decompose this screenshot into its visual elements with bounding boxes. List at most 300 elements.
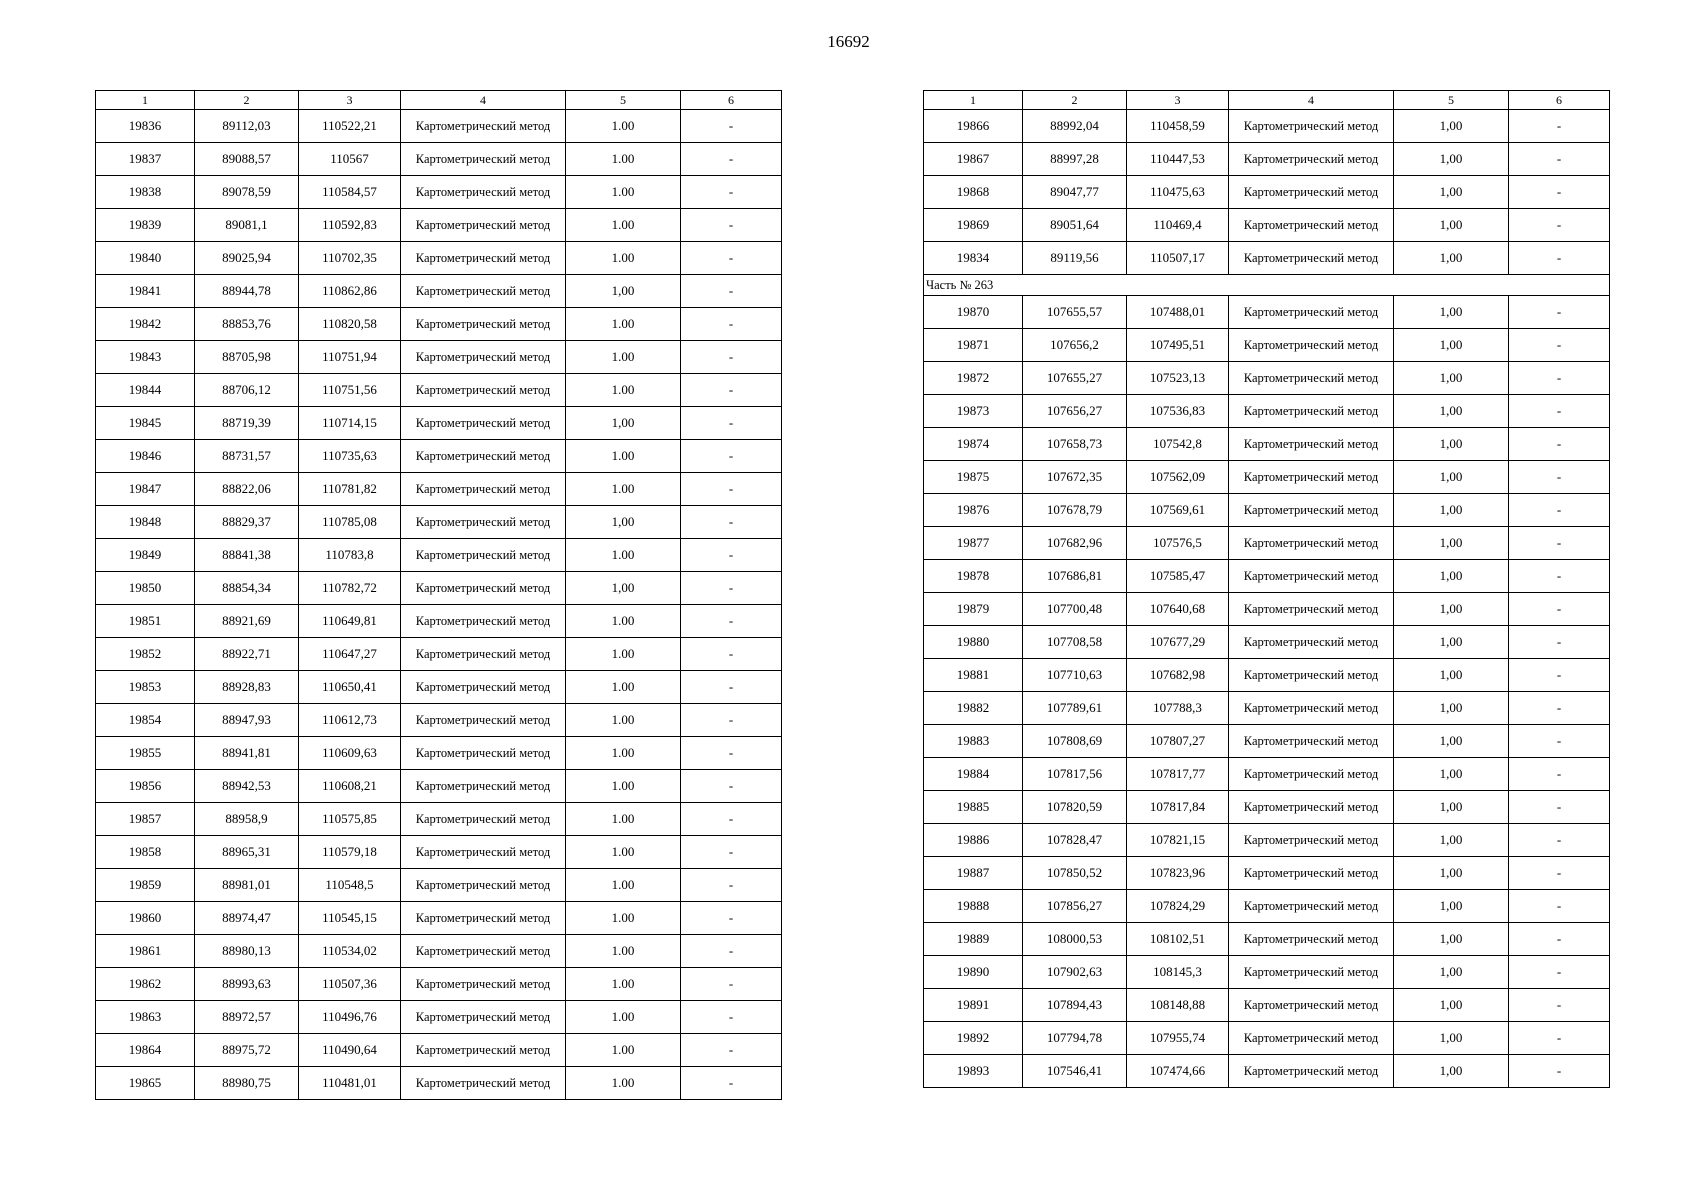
accuracy-cell: 1,00	[1394, 890, 1509, 923]
table-header-row	[924, 91, 1610, 110]
method-cell: Картометрический метод	[1229, 1055, 1394, 1088]
note-cell: -	[1509, 989, 1610, 1022]
column-header: 2	[195, 91, 299, 110]
table-row	[924, 1055, 1610, 1088]
x-coordinate-cell: 88705,98	[195, 341, 299, 374]
point-number-cell: 19866	[924, 110, 1023, 143]
column-header: 6	[681, 91, 782, 110]
point-number-cell: 19877	[924, 527, 1023, 560]
method-cell: Картометрический метод	[1229, 824, 1394, 857]
x-coordinate-cell: 107656,27	[1023, 395, 1127, 428]
note-cell: -	[1509, 758, 1610, 791]
point-number-cell: 19873	[924, 395, 1023, 428]
method-cell: Картометрический метод	[401, 737, 566, 770]
method-cell: Картометрический метод	[1229, 692, 1394, 725]
x-coordinate-cell: 88974,47	[195, 902, 299, 935]
point-number-cell: 19847	[96, 473, 195, 506]
x-coordinate-cell: 88997,28	[1023, 143, 1127, 176]
x-coordinate-cell: 88719,39	[195, 407, 299, 440]
note-cell: -	[681, 341, 782, 374]
method-cell: Картометрический метод	[1229, 428, 1394, 461]
column-header: 6	[1509, 91, 1610, 110]
point-number-cell: 19863	[96, 1001, 195, 1034]
method-cell: Картометрический метод	[401, 968, 566, 1001]
accuracy-cell: 1.00	[566, 341, 681, 374]
method-cell: Картометрический метод	[401, 869, 566, 902]
table-row	[96, 341, 782, 374]
x-coordinate-cell: 107850,52	[1023, 857, 1127, 890]
x-coordinate-cell: 88854,34	[195, 572, 299, 605]
note-cell: -	[681, 704, 782, 737]
point-number-cell: 19870	[924, 296, 1023, 329]
x-coordinate-cell: 89112,03	[195, 110, 299, 143]
note-cell: -	[1509, 692, 1610, 725]
accuracy-cell: 1,00	[1394, 176, 1509, 209]
table-row	[96, 803, 782, 836]
y-coordinate-cell: 110522,21	[299, 110, 401, 143]
note-cell: -	[681, 902, 782, 935]
x-coordinate-cell: 88822,06	[195, 473, 299, 506]
table-row	[924, 362, 1610, 395]
y-coordinate-cell: 110649,81	[299, 605, 401, 638]
note-cell: -	[1509, 1055, 1610, 1088]
table-row	[96, 506, 782, 539]
note-cell: -	[681, 143, 782, 176]
column-header: 5	[566, 91, 681, 110]
table-row	[96, 968, 782, 1001]
y-coordinate-cell: 110496,76	[299, 1001, 401, 1034]
point-number-cell: 19854	[96, 704, 195, 737]
point-number-cell: 19849	[96, 539, 195, 572]
x-coordinate-cell: 88975,72	[195, 1034, 299, 1067]
point-number-cell: 19859	[96, 869, 195, 902]
x-coordinate-cell: 88972,57	[195, 1001, 299, 1034]
column-header: 1	[924, 91, 1023, 110]
y-coordinate-cell: 110785,08	[299, 506, 401, 539]
method-cell: Картометрический метод	[401, 671, 566, 704]
y-coordinate-cell: 110490,64	[299, 1034, 401, 1067]
accuracy-cell: 1,00	[1394, 461, 1509, 494]
table-row	[96, 1001, 782, 1034]
note-cell: -	[681, 1001, 782, 1034]
note-cell: -	[1509, 626, 1610, 659]
x-coordinate-cell: 88965,31	[195, 836, 299, 869]
x-coordinate-cell: 88706,12	[195, 374, 299, 407]
method-cell: Картометрический метод	[1229, 143, 1394, 176]
y-coordinate-cell: 110751,56	[299, 374, 401, 407]
table-row	[96, 539, 782, 572]
note-cell: -	[1509, 824, 1610, 857]
y-coordinate-cell: 110783,8	[299, 539, 401, 572]
accuracy-cell: 1.00	[566, 770, 681, 803]
x-coordinate-cell: 88981,01	[195, 869, 299, 902]
y-coordinate-cell: 110781,82	[299, 473, 401, 506]
table-row	[96, 902, 782, 935]
y-coordinate-cell: 107824,29	[1127, 890, 1229, 923]
note-cell: -	[1509, 923, 1610, 956]
column-header: 1	[96, 91, 195, 110]
x-coordinate-cell: 88947,93	[195, 704, 299, 737]
method-cell: Картометрический метод	[1229, 296, 1394, 329]
method-cell: Картометрический метод	[401, 374, 566, 407]
x-coordinate-cell: 88841,38	[195, 539, 299, 572]
method-cell: Картометрический метод	[401, 539, 566, 572]
accuracy-cell: 1.00	[566, 143, 681, 176]
x-coordinate-cell: 88928,83	[195, 671, 299, 704]
accuracy-cell: 1.00	[566, 242, 681, 275]
method-cell: Картометрический метод	[1229, 758, 1394, 791]
point-number-cell: 19843	[96, 341, 195, 374]
table-row	[924, 857, 1610, 890]
method-cell: Картометрический метод	[401, 407, 566, 440]
note-cell: -	[681, 275, 782, 308]
point-number-cell: 19882	[924, 692, 1023, 725]
accuracy-cell: 1.00	[566, 638, 681, 671]
table-row	[96, 704, 782, 737]
accuracy-cell: 1,00	[1394, 560, 1509, 593]
note-cell: -	[681, 374, 782, 407]
y-coordinate-cell: 108148,88	[1127, 989, 1229, 1022]
note-cell: -	[681, 737, 782, 770]
accuracy-cell: 1,00	[1394, 857, 1509, 890]
coordinates-table-right	[923, 90, 1610, 1088]
x-coordinate-cell: 88921,69	[195, 605, 299, 638]
y-coordinate-cell: 107542,8	[1127, 428, 1229, 461]
method-cell: Картометрический метод	[1229, 560, 1394, 593]
x-coordinate-cell: 89051,64	[1023, 209, 1127, 242]
method-cell: Картометрический метод	[401, 1034, 566, 1067]
note-cell: -	[1509, 857, 1610, 890]
accuracy-cell: 1.00	[566, 1001, 681, 1034]
note-cell: -	[1509, 329, 1610, 362]
column-header: 2	[1023, 91, 1127, 110]
x-coordinate-cell: 88992,04	[1023, 110, 1127, 143]
table-header-row	[96, 91, 782, 110]
accuracy-cell: 1.00	[566, 110, 681, 143]
y-coordinate-cell: 110650,41	[299, 671, 401, 704]
accuracy-cell: 1,00	[1394, 395, 1509, 428]
column-header: 4	[401, 91, 566, 110]
accuracy-cell: 1,00	[1394, 1055, 1509, 1088]
note-cell: -	[681, 440, 782, 473]
method-cell: Картометрический метод	[1229, 593, 1394, 626]
accuracy-cell: 1.00	[566, 902, 681, 935]
accuracy-cell: 1,00	[1394, 362, 1509, 395]
x-coordinate-cell: 88941,81	[195, 737, 299, 770]
y-coordinate-cell: 107955,74	[1127, 1022, 1229, 1055]
accuracy-cell: 1.00	[566, 473, 681, 506]
method-cell: Картометрический метод	[1229, 362, 1394, 395]
note-cell: -	[1509, 1022, 1610, 1055]
table-row	[924, 329, 1610, 362]
accuracy-cell: 1,00	[566, 407, 681, 440]
method-cell: Картометрический метод	[401, 902, 566, 935]
x-coordinate-cell: 107655,27	[1023, 362, 1127, 395]
x-coordinate-cell: 88922,71	[195, 638, 299, 671]
accuracy-cell: 1,00	[1394, 1022, 1509, 1055]
table-row	[924, 923, 1610, 956]
section-label: Часть № 263	[924, 275, 1610, 296]
y-coordinate-cell: 110751,94	[299, 341, 401, 374]
point-number-cell: 19841	[96, 275, 195, 308]
table-row	[96, 737, 782, 770]
method-cell: Картометрический метод	[1229, 110, 1394, 143]
y-coordinate-cell: 110507,17	[1127, 242, 1229, 275]
point-number-cell: 19885	[924, 791, 1023, 824]
table-row	[96, 1067, 782, 1100]
method-cell: Картометрический метод	[401, 308, 566, 341]
y-coordinate-cell: 107495,51	[1127, 329, 1229, 362]
note-cell: -	[1509, 494, 1610, 527]
y-coordinate-cell: 110609,63	[299, 737, 401, 770]
y-coordinate-cell: 107536,83	[1127, 395, 1229, 428]
point-number-cell: 19875	[924, 461, 1023, 494]
y-coordinate-cell: 107523,13	[1127, 362, 1229, 395]
y-coordinate-cell: 110545,15	[299, 902, 401, 935]
note-cell: -	[1509, 956, 1610, 989]
x-coordinate-cell: 107828,47	[1023, 824, 1127, 857]
point-number-cell: 19883	[924, 725, 1023, 758]
x-coordinate-cell: 107655,57	[1023, 296, 1127, 329]
column-header: 4	[1229, 91, 1394, 110]
y-coordinate-cell: 107788,3	[1127, 692, 1229, 725]
point-number-cell: 19842	[96, 308, 195, 341]
method-cell: Картометрический метод	[1229, 989, 1394, 1022]
y-coordinate-cell: 107640,68	[1127, 593, 1229, 626]
method-cell: Картометрический метод	[401, 704, 566, 737]
method-cell: Картометрический метод	[401, 242, 566, 275]
method-cell: Картометрический метод	[1229, 494, 1394, 527]
table-row	[96, 1034, 782, 1067]
method-cell: Картометрический метод	[401, 935, 566, 968]
y-coordinate-cell: 110608,21	[299, 770, 401, 803]
x-coordinate-cell: 107894,43	[1023, 989, 1127, 1022]
point-number-cell: 19865	[96, 1067, 195, 1100]
table-row	[924, 626, 1610, 659]
accuracy-cell: 1,00	[1394, 791, 1509, 824]
table-row	[96, 308, 782, 341]
accuracy-cell: 1.00	[566, 1034, 681, 1067]
x-coordinate-cell: 107672,35	[1023, 461, 1127, 494]
accuracy-cell: 1,00	[1394, 527, 1509, 560]
accuracy-cell: 1.00	[566, 374, 681, 407]
table-row	[924, 725, 1610, 758]
table-row	[96, 770, 782, 803]
accuracy-cell: 1,00	[1394, 110, 1509, 143]
table-row	[96, 407, 782, 440]
point-number-cell: 19837	[96, 143, 195, 176]
y-coordinate-cell: 110862,86	[299, 275, 401, 308]
point-number-cell: 19878	[924, 560, 1023, 593]
y-coordinate-cell: 107817,77	[1127, 758, 1229, 791]
x-coordinate-cell: 107710,63	[1023, 659, 1127, 692]
note-cell: -	[1509, 890, 1610, 923]
method-cell: Картометрический метод	[401, 572, 566, 605]
accuracy-cell: 1.00	[566, 308, 681, 341]
table-row	[96, 572, 782, 605]
note-cell: -	[681, 803, 782, 836]
accuracy-cell: 1,00	[566, 506, 681, 539]
accuracy-cell: 1.00	[566, 440, 681, 473]
method-cell: Картометрический метод	[1229, 725, 1394, 758]
note-cell: -	[1509, 143, 1610, 176]
accuracy-cell: 1.00	[566, 737, 681, 770]
accuracy-cell: 1.00	[566, 671, 681, 704]
accuracy-cell: 1.00	[566, 704, 681, 737]
x-coordinate-cell: 107656,2	[1023, 329, 1127, 362]
table-row	[924, 527, 1610, 560]
point-number-cell: 19840	[96, 242, 195, 275]
table-row	[924, 659, 1610, 692]
y-coordinate-cell: 110507,36	[299, 968, 401, 1001]
y-coordinate-cell: 107817,84	[1127, 791, 1229, 824]
y-coordinate-cell: 110475,63	[1127, 176, 1229, 209]
x-coordinate-cell: 107700,48	[1023, 593, 1127, 626]
accuracy-cell: 1,00	[1394, 494, 1509, 527]
x-coordinate-cell: 107686,81	[1023, 560, 1127, 593]
y-coordinate-cell: 108145,3	[1127, 956, 1229, 989]
y-coordinate-cell: 110534,02	[299, 935, 401, 968]
point-number-cell: 19874	[924, 428, 1023, 461]
point-number-cell: 19860	[96, 902, 195, 935]
point-number-cell: 19864	[96, 1034, 195, 1067]
page-number: 16692	[827, 32, 870, 51]
accuracy-cell: 1,00	[1394, 593, 1509, 626]
y-coordinate-cell: 110592,83	[299, 209, 401, 242]
y-coordinate-cell: 108102,51	[1127, 923, 1229, 956]
note-cell: -	[681, 473, 782, 506]
table-row	[96, 671, 782, 704]
method-cell: Картометрический метод	[401, 473, 566, 506]
note-cell: -	[681, 407, 782, 440]
table-row	[96, 935, 782, 968]
point-number-cell: 19839	[96, 209, 195, 242]
note-cell: -	[1509, 725, 1610, 758]
accuracy-cell: 1.00	[566, 605, 681, 638]
x-coordinate-cell: 108000,53	[1023, 923, 1127, 956]
x-coordinate-cell: 107682,96	[1023, 527, 1127, 560]
note-cell: -	[681, 638, 782, 671]
point-number-cell: 19850	[96, 572, 195, 605]
method-cell: Картометрический метод	[401, 143, 566, 176]
y-coordinate-cell: 110735,63	[299, 440, 401, 473]
accuracy-cell: 1,00	[1394, 659, 1509, 692]
x-coordinate-cell: 88942,53	[195, 770, 299, 803]
method-cell: Картометрический метод	[401, 209, 566, 242]
method-cell: Картометрический метод	[1229, 857, 1394, 890]
y-coordinate-cell: 110702,35	[299, 242, 401, 275]
method-cell: Картометрический метод	[1229, 956, 1394, 989]
method-cell: Картометрический метод	[401, 110, 566, 143]
note-cell: -	[1509, 110, 1610, 143]
method-cell: Картометрический метод	[1229, 527, 1394, 560]
x-coordinate-cell: 88980,13	[195, 935, 299, 968]
point-number-cell: 19879	[924, 593, 1023, 626]
y-coordinate-cell: 107576,5	[1127, 527, 1229, 560]
point-number-cell: 19855	[96, 737, 195, 770]
note-cell: -	[681, 935, 782, 968]
accuracy-cell: 1.00	[566, 803, 681, 836]
accuracy-cell: 1,00	[1394, 209, 1509, 242]
accuracy-cell: 1,00	[1394, 989, 1509, 1022]
note-cell: -	[681, 539, 782, 572]
note-cell: -	[681, 1034, 782, 1067]
accuracy-cell: 1,00	[1394, 923, 1509, 956]
point-number-cell: 19848	[96, 506, 195, 539]
accuracy-cell: 1,00	[1394, 296, 1509, 329]
table-row	[924, 692, 1610, 725]
y-coordinate-cell: 110584,57	[299, 176, 401, 209]
accuracy-cell: 1.00	[566, 968, 681, 1001]
y-coordinate-cell: 110481,01	[299, 1067, 401, 1100]
accuracy-cell: 1,00	[1394, 143, 1509, 176]
note-cell: -	[681, 572, 782, 605]
accuracy-cell: 1.00	[566, 539, 681, 572]
table-row	[96, 374, 782, 407]
note-cell: -	[1509, 428, 1610, 461]
point-number-cell: 19853	[96, 671, 195, 704]
x-coordinate-cell: 107658,73	[1023, 428, 1127, 461]
method-cell: Картометрический метод	[1229, 626, 1394, 659]
table-row	[96, 638, 782, 671]
accuracy-cell: 1.00	[566, 1067, 681, 1100]
table-row	[96, 440, 782, 473]
x-coordinate-cell: 107808,69	[1023, 725, 1127, 758]
method-cell: Картометрический метод	[401, 1067, 566, 1100]
y-coordinate-cell: 107488,01	[1127, 296, 1229, 329]
table-row	[924, 890, 1610, 923]
point-number-cell: 19884	[924, 758, 1023, 791]
y-coordinate-cell: 110458,59	[1127, 110, 1229, 143]
note-cell: -	[1509, 791, 1610, 824]
note-cell: -	[1509, 560, 1610, 593]
note-cell: -	[681, 770, 782, 803]
note-cell: -	[1509, 461, 1610, 494]
note-cell: -	[681, 209, 782, 242]
table-row	[96, 869, 782, 902]
table-row	[924, 956, 1610, 989]
y-coordinate-cell: 107677,29	[1127, 626, 1229, 659]
method-cell: Картометрический метод	[1229, 329, 1394, 362]
method-cell: Картометрический метод	[1229, 209, 1394, 242]
method-cell: Картометрический метод	[401, 275, 566, 308]
method-cell: Картометрический метод	[1229, 461, 1394, 494]
point-number-cell: 19890	[924, 956, 1023, 989]
x-coordinate-cell: 107817,56	[1023, 758, 1127, 791]
table-row	[924, 428, 1610, 461]
y-coordinate-cell: 110647,27	[299, 638, 401, 671]
point-number-cell: 19867	[924, 143, 1023, 176]
x-coordinate-cell: 88993,63	[195, 968, 299, 1001]
method-cell: Картометрический метод	[401, 638, 566, 671]
accuracy-cell: 1,00	[1394, 956, 1509, 989]
x-coordinate-cell: 89047,77	[1023, 176, 1127, 209]
note-cell: -	[681, 308, 782, 341]
point-number-cell: 19834	[924, 242, 1023, 275]
method-cell: Картометрический метод	[401, 803, 566, 836]
column-header: 3	[299, 91, 401, 110]
point-number-cell: 19857	[96, 803, 195, 836]
point-number-cell: 19886	[924, 824, 1023, 857]
x-coordinate-cell: 107820,59	[1023, 791, 1127, 824]
method-cell: Картометрический метод	[1229, 1022, 1394, 1055]
table-row	[96, 209, 782, 242]
table-row	[924, 758, 1610, 791]
table-row	[96, 110, 782, 143]
table-row	[924, 242, 1610, 275]
point-number-cell: 19888	[924, 890, 1023, 923]
x-coordinate-cell: 88853,76	[195, 308, 299, 341]
